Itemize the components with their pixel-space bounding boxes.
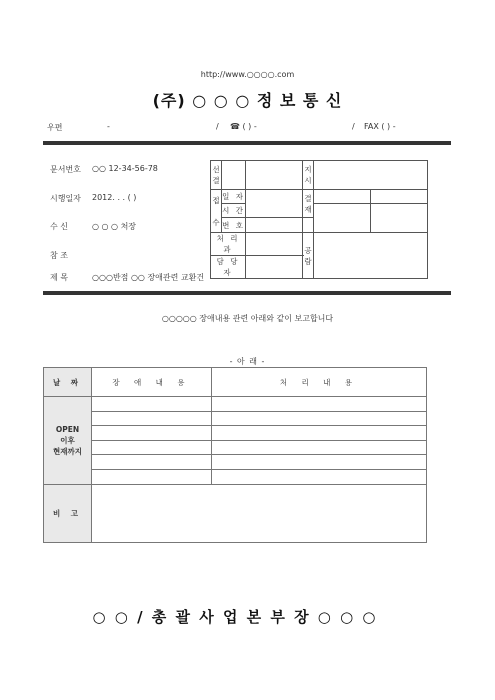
date-value: 2012. . . ( )	[92, 193, 137, 202]
remarks-cell	[92, 484, 427, 542]
signature-line: ○ ○ / 총 괄 사 업 본 부 장 ○ ○ ○	[92, 608, 378, 626]
table-row	[92, 426, 212, 441]
circulation-cell	[314, 233, 428, 279]
recipient-label: 수 신	[50, 222, 68, 231]
table-row	[92, 411, 212, 426]
approval-cell-gap	[303, 218, 314, 233]
process-dept-cell	[246, 233, 303, 256]
website-url: http://www.○○○○.com	[200, 70, 295, 79]
receipt-label: 접 수	[211, 190, 222, 233]
header-divider	[43, 141, 451, 145]
table-row	[92, 455, 212, 470]
approval-label: 결 재	[303, 190, 314, 218]
approval-cell-1	[314, 190, 371, 204]
prior-approval-cell-2	[246, 161, 303, 190]
table-row	[212, 397, 427, 412]
cc-label: 참 조	[50, 251, 68, 260]
recipient-value: ○ ○ ○ 처장	[92, 222, 137, 231]
zip-dash: -	[107, 122, 110, 131]
report-intro: ○○○○○ 장애내용 관련 아래와 같이 보고합니다	[161, 314, 334, 323]
date-label: 일 자	[222, 190, 246, 204]
instruction-label: 지 시	[303, 161, 314, 190]
table-row	[92, 397, 212, 412]
table-row	[212, 470, 427, 485]
doc-no-label: 문서번호	[50, 165, 81, 174]
person-label: 담 당 자	[211, 256, 246, 279]
approval-cell-3	[314, 204, 371, 233]
table-row	[92, 440, 212, 455]
phone-field: ☎ ( ) -	[230, 122, 257, 131]
instruction-cell	[314, 161, 428, 190]
prior-approval-label: 선 결	[211, 161, 222, 190]
address-slash-1: /	[216, 122, 219, 131]
issue-column-header: 장 애 내 용	[92, 368, 212, 397]
table-row	[92, 470, 212, 485]
circulation-label: 공 람	[303, 233, 314, 279]
table-row	[212, 455, 427, 470]
zip-label: 우편	[47, 123, 63, 132]
date-time-cell	[246, 190, 303, 218]
process-dept-label: 처 리 과	[211, 233, 246, 256]
number-label: 번 호	[222, 218, 246, 233]
prior-approval-cell-1	[222, 161, 246, 190]
doc-no-value: ○○ 12-34-56-78	[92, 164, 158, 173]
report-table	[43, 367, 427, 543]
number-cell	[246, 218, 303, 233]
action-column-header: 처 리 내 용	[212, 368, 427, 397]
company-title: (주) ○ ○ ○ 정 보 통 신	[152, 91, 343, 110]
table-row	[212, 440, 427, 455]
approval-cell-2	[371, 190, 428, 204]
below-heading: - 아 래 -	[229, 357, 266, 366]
period-label: OPEN 이후 현재까지	[44, 397, 92, 484]
time-label: 시 간	[222, 204, 246, 218]
info-divider	[43, 291, 451, 295]
fax-field: FAX ( ) -	[364, 122, 396, 131]
approval-table	[210, 160, 428, 279]
person-cell	[246, 256, 303, 279]
table-row	[212, 426, 427, 441]
approval-cell-4	[371, 204, 428, 233]
subject-value: ○○○반점 ○○ 장애관련 교환건	[92, 273, 205, 282]
table-row	[212, 411, 427, 426]
date-column-header: 날 짜	[44, 368, 92, 397]
subject-label: 제 목	[50, 273, 68, 282]
address-slash-2: /	[352, 122, 355, 131]
remarks-label: 비 고	[44, 484, 92, 542]
date-label: 시행일자	[50, 194, 81, 203]
